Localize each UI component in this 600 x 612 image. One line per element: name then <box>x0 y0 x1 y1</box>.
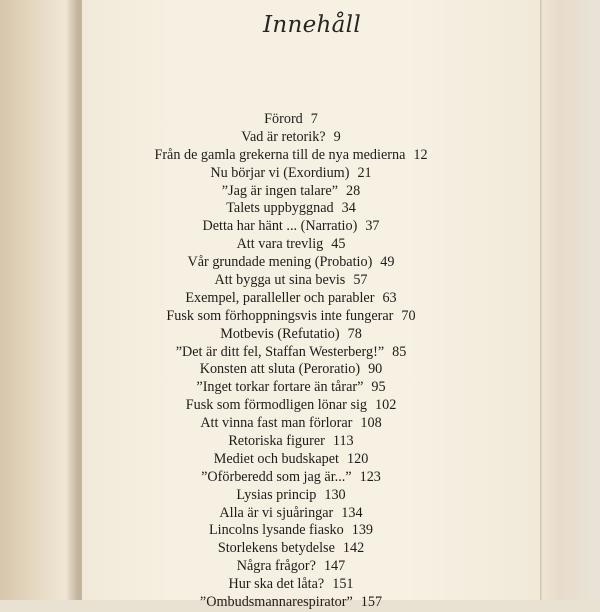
toc-entry-page-number: 34 <box>341 200 356 217</box>
toc-entry <box>82 540 500 558</box>
toc-entry-title: ”Jag är ingen talare” <box>221 182 338 199</box>
toc-entry-title: Konsten att sluta (Peroratio) <box>199 361 361 378</box>
toc-entry-page-number: 49 <box>380 254 395 271</box>
toc-entry-title: Vår grundade mening (Probatio) <box>187 254 373 271</box>
toc-entry-title: Retoriska figurer <box>228 433 325 450</box>
toc-entry-title: Nu börjar vi (Exordium) <box>210 164 350 181</box>
toc-entry-title: Storlekens betydelse <box>217 540 335 557</box>
toc-entry-page-number: 102 <box>375 397 397 414</box>
toc-entry-title: Alla är vi sjuåringar <box>219 504 334 521</box>
toc-entry-title: Fusk som förmodligen lönar sig <box>185 397 367 414</box>
toc-entry-page-number: 57 <box>353 272 368 289</box>
toc-entry-title: Att bygga ut sina bevis <box>214 272 346 289</box>
toc-entry-title: Hur ska det låta? <box>228 576 325 593</box>
toc-entry <box>82 505 500 523</box>
toc-entry-title: Talets uppbyggnad <box>226 200 334 217</box>
toc-entry-title: Vad är retorik? <box>241 128 326 145</box>
toc-entry-page-number: 142 <box>342 540 365 557</box>
toc-entry-page-number: 157 <box>360 594 383 611</box>
toc-entry <box>82 379 500 397</box>
toc-entry <box>82 254 500 272</box>
toc-entry-page-number: 28 <box>346 182 361 199</box>
toc-entry-title: ”Ombudsmannarespirator” <box>199 594 353 611</box>
toc-entry-page-number: 113 <box>332 433 354 450</box>
toc-entry-title: Lincolns lysande fiasko <box>208 522 344 539</box>
toc-entry <box>82 183 500 201</box>
toc-entry-page-number: 70 <box>401 307 416 324</box>
toc-entry <box>82 236 500 254</box>
page-heading: Innehåll <box>263 12 361 38</box>
toc-entry-page-number: 45 <box>331 236 346 253</box>
toc-entry-page-number: 134 <box>341 504 363 521</box>
toc-entry <box>82 451 500 469</box>
toc-entry-title: Förord <box>264 111 303 127</box>
toc-entry <box>82 361 500 379</box>
toc-entry <box>82 165 500 183</box>
toc-entry-page-number: 90 <box>368 361 383 378</box>
toc-entry <box>82 594 500 612</box>
toc-entry <box>82 487 500 505</box>
toc-entry <box>82 576 500 594</box>
toc-entry-title: Fusk som förhoppningsvis inte fungerar <box>166 307 394 324</box>
toc-entry-page-number: 123 <box>359 468 381 485</box>
toc-entry-title: ”Det är ditt fel, Staffan Westerberg!” <box>175 343 385 360</box>
toc-entry <box>82 129 500 147</box>
toc-entry-title: ”Inget torkar fortare än tårar” <box>196 379 364 396</box>
toc-entry <box>82 433 500 451</box>
toc-entry-page-number: 139 <box>351 522 374 539</box>
toc-entry-title: Att vara trevlig <box>236 236 324 253</box>
toc-entry-page-number: 151 <box>332 576 354 593</box>
toc-entry-page-number: 9 <box>333 128 341 145</box>
background-right <box>542 0 600 600</box>
toc-entry-page-number: 95 <box>371 379 386 396</box>
toc-entry-title: ”Oförberedd som jag är...” <box>201 468 352 485</box>
toc-entry-page-number: 130 <box>324 486 346 503</box>
toc-entry-title: Detta har hänt ... (Narratio) <box>202 218 358 235</box>
toc-entry <box>82 469 500 487</box>
toc-entry-page-number: 37 <box>365 218 380 235</box>
toc-entry-page-number: 78 <box>347 325 362 342</box>
toc-entry <box>82 558 500 576</box>
toc-entry-page-number: 21 <box>357 164 372 181</box>
toc-entry <box>82 147 500 165</box>
toc-entry <box>82 308 500 326</box>
toc-entry-title: Mediet och budskapet <box>213 450 339 467</box>
toc-entry-title: Exempel, paralleller och parabler <box>185 289 375 306</box>
table-of-contents <box>82 111 500 612</box>
toc-entry <box>82 200 500 218</box>
toc-entry-page-number: 85 <box>392 343 407 360</box>
toc-entry-page-number: 120 <box>347 450 369 467</box>
toc-entry-page-number: 7 <box>310 111 318 127</box>
toc-entry <box>82 218 500 236</box>
toc-entry-title: Lysias princip <box>236 486 317 503</box>
toc-entry-page-number: 63 <box>382 289 397 306</box>
toc-entry-page-number: 108 <box>360 415 382 432</box>
toc-entry-title: Några frågor? <box>236 558 316 575</box>
toc-entry-title: Motbevis (Refutatio) <box>220 325 340 342</box>
contents-page <box>82 0 542 611</box>
toc-entry <box>82 344 500 362</box>
toc-entry <box>82 415 500 433</box>
toc-entry-page-number: 12 <box>413 146 428 163</box>
toc-entry <box>82 326 500 344</box>
toc-entry <box>82 272 500 290</box>
toc-entry-title: Från de gamla grekerna till de nya medierna <box>154 146 406 163</box>
toc-entry-title: Att vinna fast man förlorar <box>200 415 353 432</box>
toc-entry <box>82 111 500 129</box>
toc-entry <box>82 397 500 415</box>
toc-entry-page-number: 147 <box>323 558 346 575</box>
toc-entry <box>82 522 500 540</box>
toc-entry <box>82 290 500 308</box>
